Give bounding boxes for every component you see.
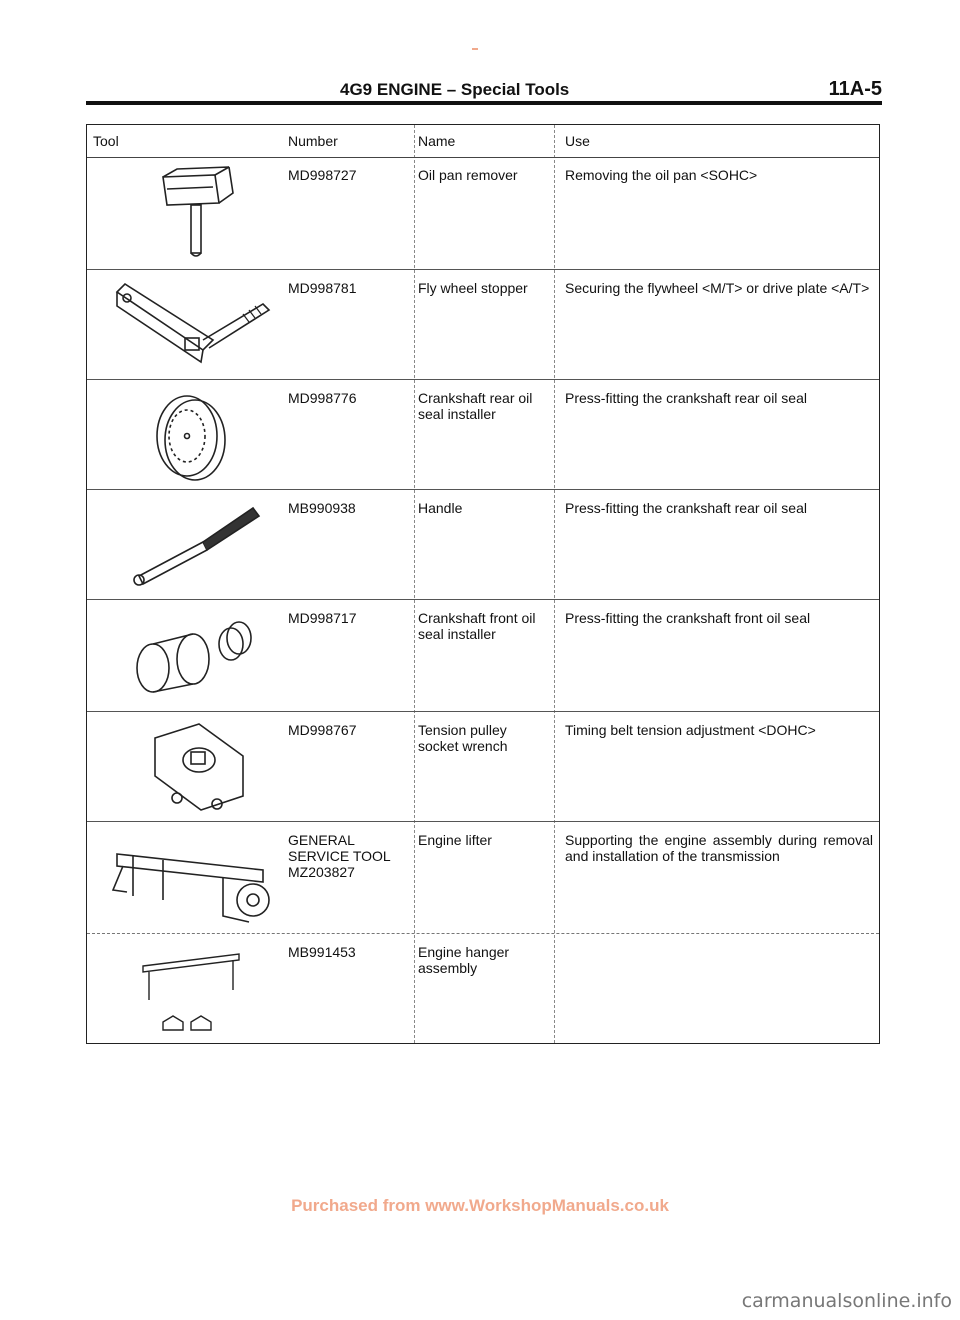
engine-lifter-illustration bbox=[103, 826, 283, 932]
tool-use: Press-fitting the crankshaft front oil seal bbox=[565, 610, 811, 626]
tool-name: Engine hanger assembly bbox=[418, 944, 510, 976]
header-mark bbox=[472, 48, 478, 50]
tool-name: Tension pulley socket wrench bbox=[418, 722, 508, 754]
table-header-row bbox=[87, 125, 879, 158]
tool-use: Supporting the engine assembly during removal and installation of the transmission bbox=[565, 832, 873, 864]
tool-number: MD998717 bbox=[288, 610, 357, 626]
page-number: 11A-5 bbox=[828, 78, 882, 100]
socket-wrench-illustration bbox=[103, 716, 283, 820]
column-header-number: Number bbox=[288, 133, 338, 149]
tool-use: Securing the flywheel <M/T> or drive plate <A/T> bbox=[565, 280, 870, 296]
tool-number: GENERAL SERVICE TOOL MZ203827 bbox=[288, 832, 391, 880]
tool-name: Handle bbox=[418, 500, 463, 516]
tool-number: MB991453 bbox=[288, 944, 356, 960]
column-header-tool: Tool bbox=[93, 133, 119, 149]
front-oil-seal-installer-illustration bbox=[103, 604, 283, 708]
tool-name: Crankshaft rear oil seal installer bbox=[418, 390, 533, 422]
column-header-use: Use bbox=[565, 133, 590, 149]
table-row bbox=[87, 489, 879, 600]
table-row bbox=[87, 821, 879, 934]
table-row bbox=[87, 599, 879, 712]
tool-use: Press-fitting the crankshaft rear oil seal bbox=[565, 390, 807, 406]
tool-name: Fly wheel stopper bbox=[418, 280, 528, 296]
purchase-watermark: Purchased from www.WorkshopManuals.co.uk bbox=[291, 1196, 669, 1215]
table-row bbox=[87, 711, 879, 822]
tool-name: Oil pan remover bbox=[418, 167, 518, 183]
tool-number: MD998776 bbox=[288, 390, 357, 406]
tool-number: MD998767 bbox=[288, 722, 357, 738]
table-row bbox=[87, 269, 879, 380]
oil-pan-remover-illustration bbox=[103, 163, 283, 263]
tool-number: MD998727 bbox=[288, 167, 357, 183]
table-row bbox=[87, 933, 879, 1044]
tool-name: Crankshaft front oil seal installer bbox=[418, 610, 536, 642]
table-row bbox=[87, 379, 879, 490]
tool-use: Removing the oil pan <SOHC> bbox=[565, 167, 758, 183]
handle-illustration bbox=[103, 494, 283, 598]
column-header-name: Name bbox=[418, 133, 456, 149]
tool-name: Engine lifter bbox=[418, 832, 492, 848]
page-title: 4G9 ENGINE – Special Tools bbox=[340, 80, 570, 99]
tool-number: MB990938 bbox=[288, 500, 356, 516]
rear-oil-seal-installer-illustration bbox=[103, 384, 283, 488]
tool-number: MD998781 bbox=[288, 280, 357, 296]
special-tools-table bbox=[86, 124, 880, 1044]
flywheel-stopper-illustration bbox=[103, 276, 283, 376]
engine-hanger-illustration bbox=[103, 938, 283, 1042]
header-rule bbox=[86, 101, 882, 105]
page-header bbox=[86, 74, 882, 104]
table-row bbox=[87, 157, 879, 269]
tool-use: Timing belt tension adjustment <DOHC> bbox=[565, 722, 816, 738]
tool-use: Press-fitting the crankshaft rear oil seal bbox=[565, 500, 807, 516]
footer-brand: carmanualsonline.info bbox=[741, 1290, 952, 1312]
